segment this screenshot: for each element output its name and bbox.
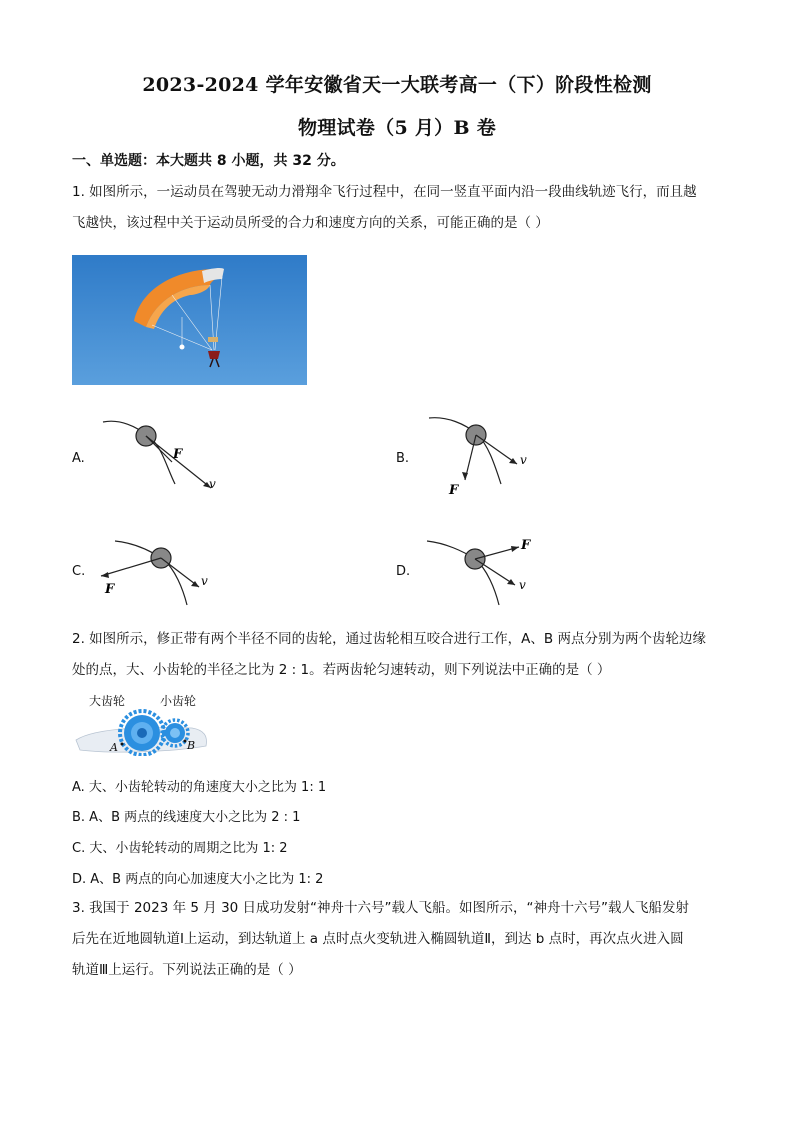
option-d-force: F xyxy=(521,538,531,553)
small-gear-label: 小齿轮 xyxy=(160,694,197,708)
question-3-line-2: 后先在近地圆轨道Ⅰ上运动，到达轨道上 a 点时点火变轨进入椭圆轨道Ⅱ，到达 b 点时，再次点火进入圆 xyxy=(72,931,684,947)
question-2-choice-b: B. A、B 两点的线速度大小之比为 2 : 1 xyxy=(72,810,301,825)
question-1-line-2: 飞越快，该过程中关于运动员所受的合力和速度方向的关系，可能正确的是（ ） xyxy=(72,215,549,231)
question-2-line-1: 2. 如图所示，修正带有两个半径不同的齿轮，通过齿轮相互咬合进行工作，A、B 两点分别为两个齿轮边缘 xyxy=(72,631,706,647)
option-b-diagram xyxy=(425,410,565,500)
big-gear-label: 大齿轮 xyxy=(89,694,126,708)
option-c-diagram xyxy=(95,533,235,613)
exam-title: 2023-2024 学年安徽省天一大联考高一（下）阶段性检测 xyxy=(142,74,652,96)
point-a-label: A xyxy=(110,741,118,754)
question-3 xyxy=(72,893,724,986)
paraglider-photo xyxy=(72,255,307,385)
question-2-choice-d: D. A、B 两点的向心加速度大小之比为 1: 2 xyxy=(72,872,324,887)
option-d-diagram xyxy=(425,533,565,613)
question-1-line-1: 1. 如图所示，一运动员在驾驶无动力滑翔伞飞行过程中，在同一竖直平面内沿一段曲线轨迹飞行，而且越 xyxy=(72,184,697,200)
question-2-line-2: 处的点，大、小齿轮的半径之比为 2 : 1。若两齿轮匀速转动，则下列说法中正确的是（ ） xyxy=(72,662,611,678)
option-d-velocity: v xyxy=(519,578,526,592)
question-3-line-1: 3. 我国于 2023 年 5 月 30 日成功发射“神舟十六号”载人飞船。如图所示，“神舟十六号”载人飞船发射 xyxy=(72,900,690,916)
section-heading: 一、单选题：本大题共 8 小题，共 32 分。 xyxy=(72,153,345,169)
question-1 xyxy=(72,177,724,239)
option-b-velocity: v xyxy=(520,453,527,467)
point-b-label: B xyxy=(187,739,196,752)
question-2-choice-a: A. 大、小齿轮转动的角速度大小之比为 1: 1 xyxy=(72,780,327,795)
big-gear-icon xyxy=(120,711,164,755)
question-2 xyxy=(72,624,724,686)
option-a-force: F xyxy=(173,447,183,462)
question-3-line-3: 轨道Ⅲ上运行。下列说法正确的是（ ） xyxy=(72,962,302,978)
option-b-force: F xyxy=(449,483,459,498)
question-2-choice-c: C. 大、小齿轮转动的周期之比为 1: 2 xyxy=(72,841,288,856)
option-a-label: A. xyxy=(72,451,85,466)
option-c-force: F xyxy=(105,582,115,597)
option-c-label: C. xyxy=(72,564,86,579)
option-b-label: B. xyxy=(396,451,410,466)
option-a-velocity: v xyxy=(209,477,216,491)
gear-diagram xyxy=(72,706,212,756)
exam-subtitle: 物理试卷（5 月）B 卷 xyxy=(297,117,497,139)
option-c-velocity: v xyxy=(201,574,208,588)
option-a-diagram xyxy=(95,410,235,500)
option-d-label: D. xyxy=(396,564,411,579)
